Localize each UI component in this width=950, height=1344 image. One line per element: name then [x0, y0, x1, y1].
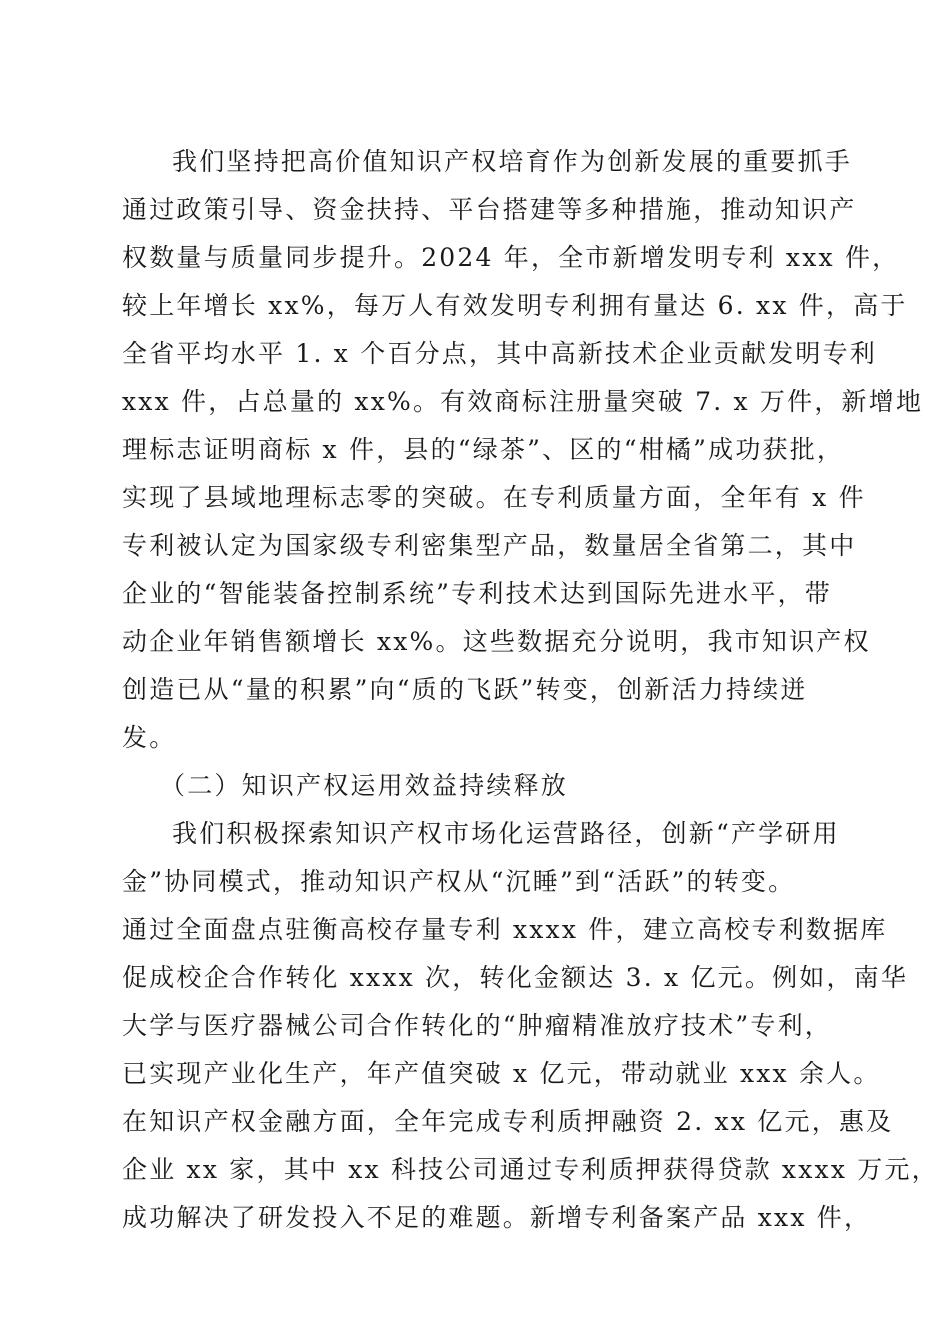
- paragraph-2-line-8: 企业 xx 家，其中 xx 科技公司通过专利质押获得贷款 xxxx 万元，: [122, 1155, 939, 1184]
- paragraph-1-line-9: 专利被认定为国家级专利密集型产品，数量居全省第二，其中: [122, 531, 857, 560]
- paragraph-1-line-11: 动企业年销售额增长 xx%。这些数据充分说明，我市知识产权: [122, 627, 871, 656]
- paragraph-2-line-3: 通过全面盘点驻衡高校存量专利 xxxx 件，建立高校专利数据库: [122, 915, 888, 944]
- paragraph-2-line-4: 促成校企合作转化 xxxx 次，转化金额达 3. x 亿元。例如，南华: [122, 963, 909, 992]
- paragraph-2-line-6: 已实现产业化生产，年产值突破 x 亿元，带动就业 xxx 余人。: [122, 1059, 881, 1088]
- paragraph-2-line-9: 成功解决了研发投入不足的难题。新增专利备案产品 xxx 件，: [122, 1203, 872, 1232]
- paragraph-1-line-7: 理标志证明商标 x 件，县的“绿茶”、区的“柑橘”成功获批，: [122, 435, 845, 464]
- paragraph-2-line-1: 我们积极探索知识产权市场化运营路径，创新“产学研用: [172, 819, 840, 848]
- paragraph-1-line-1: 我们坚持把高价值知识产权培育作为创新发展的重要抓手: [172, 147, 853, 176]
- paragraph-1-line-2: 通过政策引导、资金扶持、平台搭建等多种措施，推动知识产: [122, 195, 857, 224]
- paragraph-2-line-2: 金”协同模式，推动知识产权从“沉睡”到“活跃”的转变。: [122, 867, 796, 896]
- paragraph-1-line-5: 全省平均水平 1. x 个百分点，其中高新技术企业贡献发明专利: [122, 339, 877, 368]
- paragraph-2-line-5: 大学与医疗器械公司合作转化的“肿瘤精准放疗技术”专利，: [122, 1011, 832, 1040]
- paragraph-1-line-6: xxx 件，占总量的 xx%。有效商标注册量突破 7. x 万件，新增地: [122, 387, 924, 416]
- paragraph-1-line-10: 企业的“智能装备控制系统”专利技术达到国际先进水平，带: [122, 579, 832, 608]
- paragraph-1-line-13: 发。: [122, 723, 177, 752]
- paragraph-1-line-3: 权数量与质量同步提升。2024 年，全市新增发明专利 xxx 件，: [122, 243, 900, 272]
- paragraph-1-line-4: 较上年增长 xx%，每万人有效发明专利拥有量达 6. xx 件，高于: [122, 291, 908, 320]
- paragraph-2-line-7: 在知识产权金融方面，全年完成专利质押融资 2. xx 亿元，惠及: [122, 1107, 894, 1136]
- section-2-heading: （二）知识产权运用效益持续释放: [160, 771, 569, 800]
- paragraph-1-line-12: 创造已从“量的积累”向“质的飞跃”转变，创新活力持续迸: [122, 675, 808, 704]
- paragraph-1-line-8: 实现了县域地理标志零的突破。在专利质量方面，全年有 x 件: [122, 483, 866, 512]
